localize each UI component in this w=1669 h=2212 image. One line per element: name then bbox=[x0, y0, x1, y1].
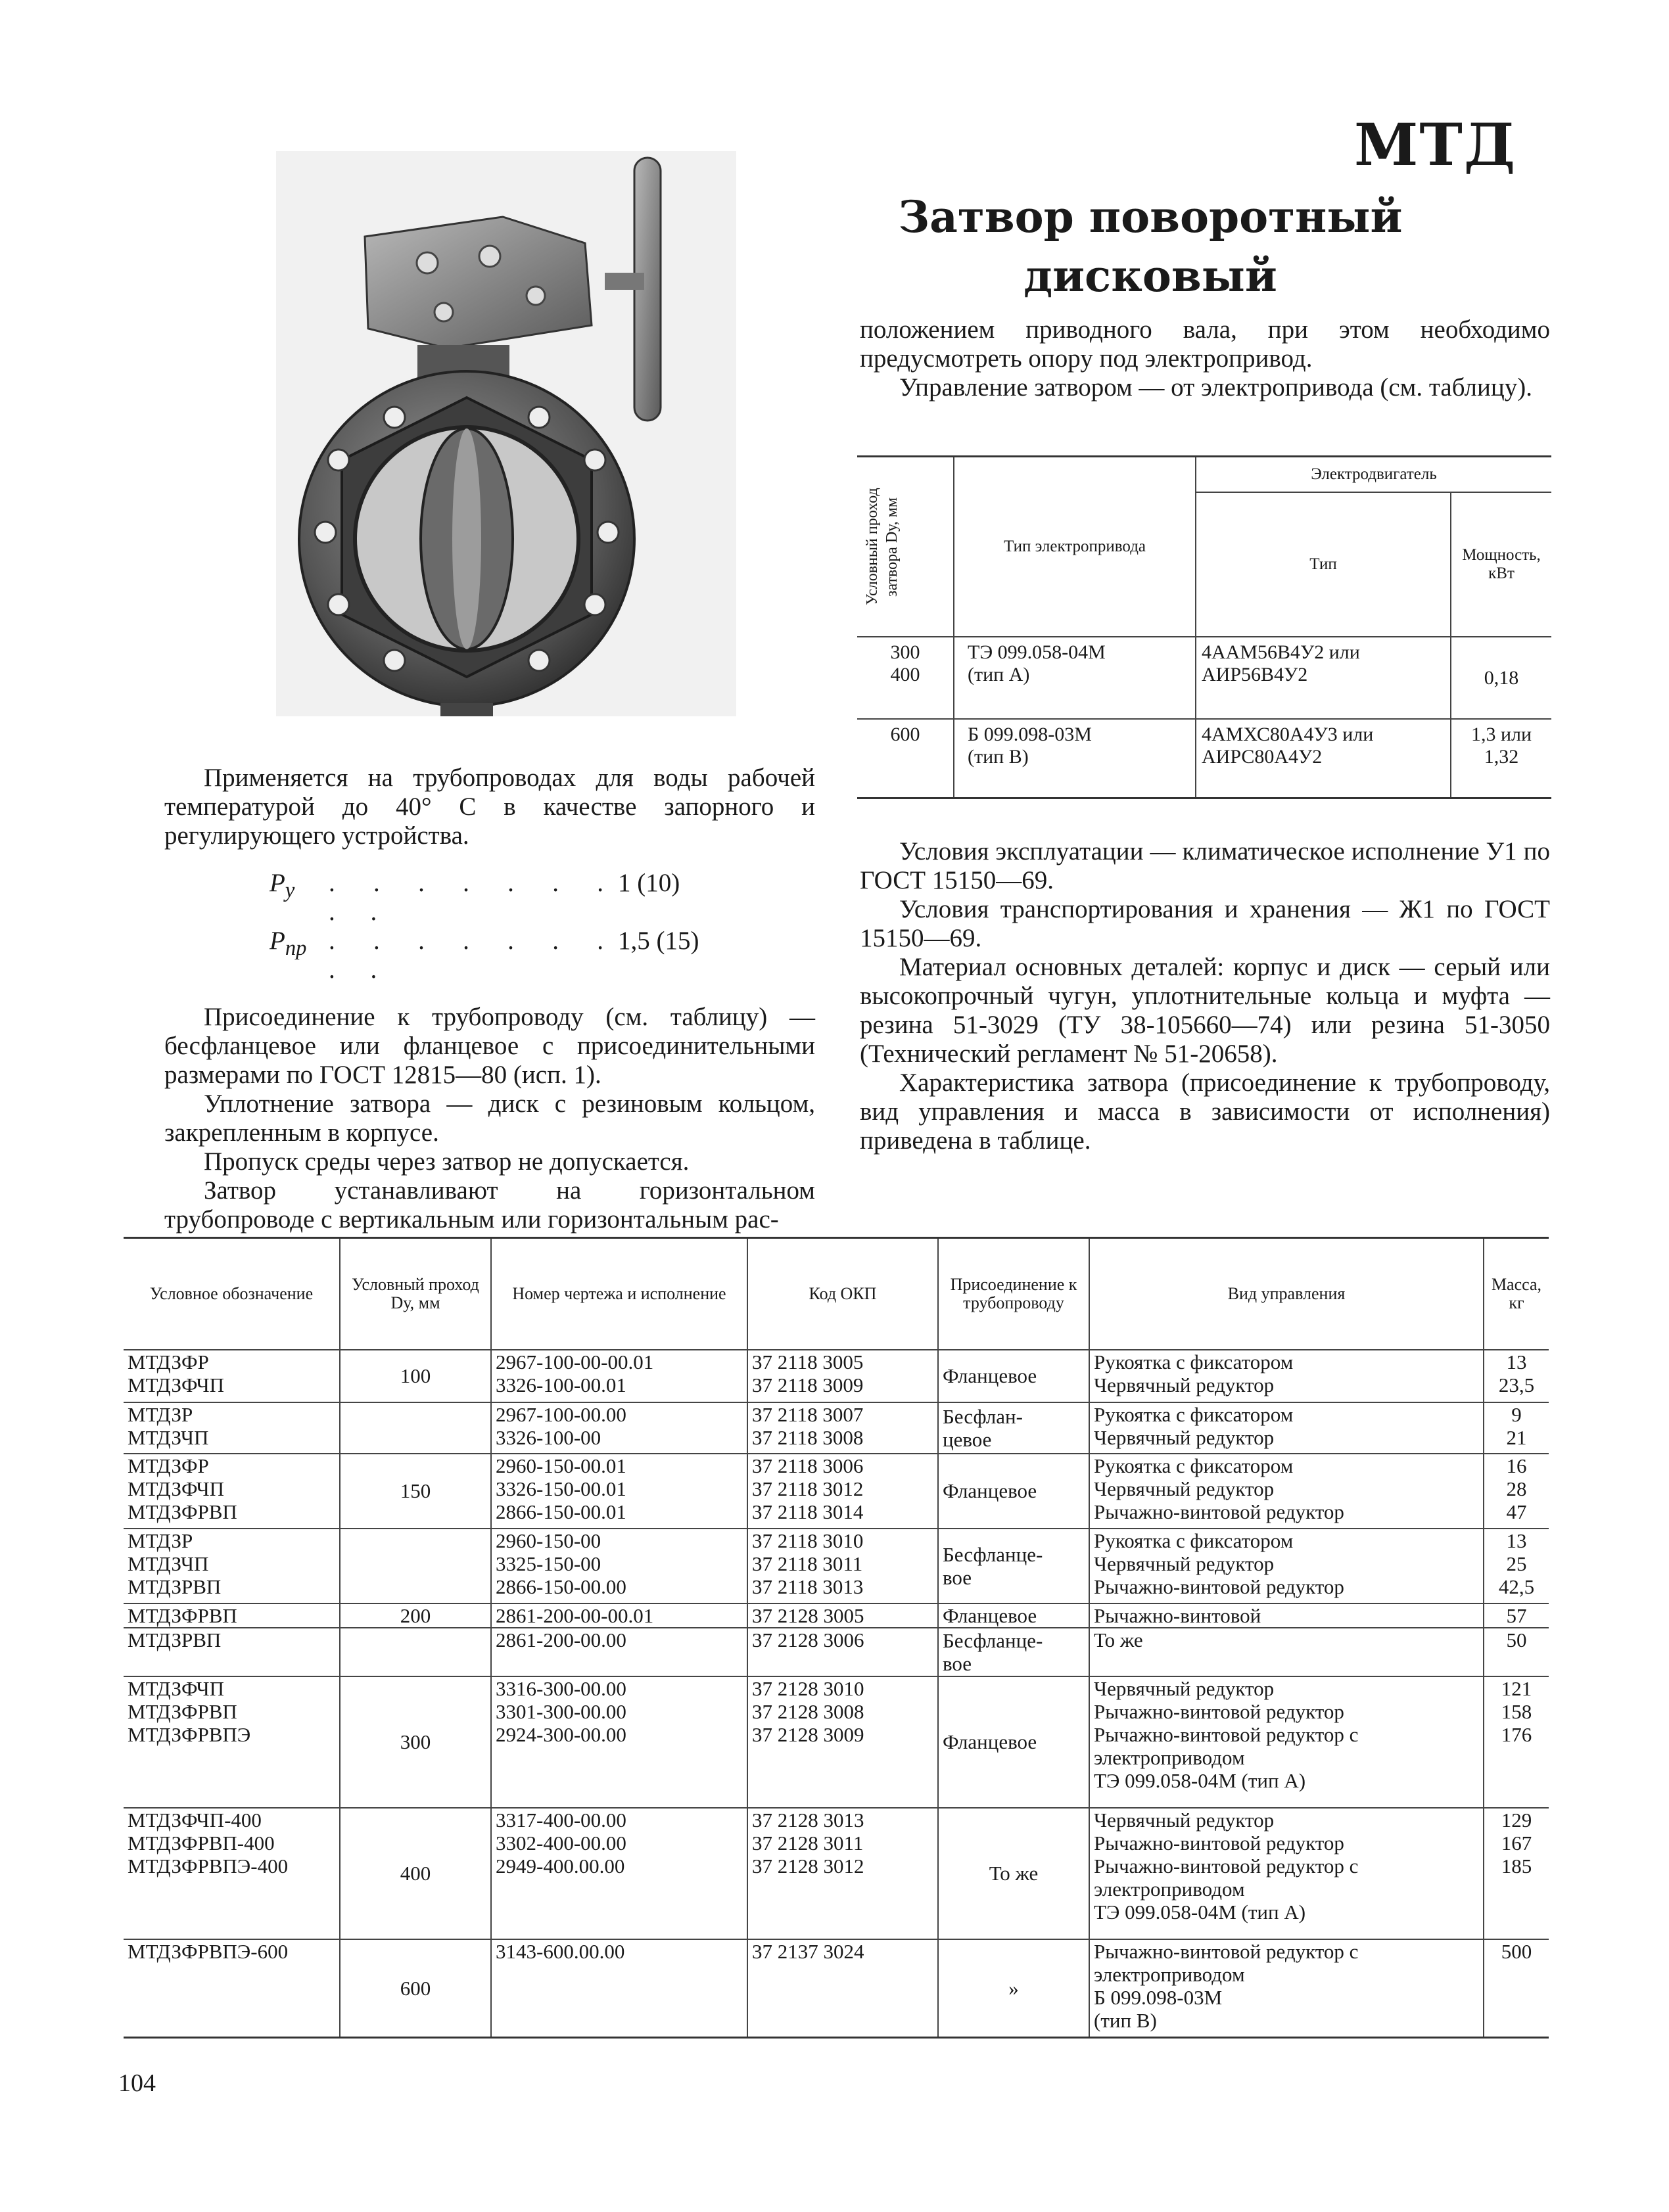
cell-control: Червячный редуктор Рычажно-винтовой редуктор Рычажно-винтовой редуктор с электроприводом ТЭ 099.058-04М (тип А) bbox=[1089, 1676, 1484, 1808]
drive-col-motor: Электродвигатель bbox=[1196, 457, 1551, 493]
left-paragraph-3: Уплотнение затвора — диск с резиновым кольцом, закрепленным в корпусе. bbox=[164, 1090, 815, 1147]
cell-dn bbox=[340, 1402, 491, 1454]
col-okp: Код ОКП bbox=[747, 1238, 938, 1350]
page-title bbox=[868, 187, 1433, 306]
cell-designation: МТДЗФЧП-400 МТДЗФРВП-400 МТДЗФРВПЭ-400 bbox=[124, 1808, 340, 1939]
cell-connection: Бесфланце- вое bbox=[938, 1628, 1089, 1676]
cell-mass: 13 23,5 bbox=[1484, 1350, 1549, 1402]
cell-control: Рычажно-винтовой bbox=[1089, 1603, 1484, 1628]
cell-okp: 37 2118 3005 37 2118 3009 bbox=[747, 1350, 938, 1402]
cell-mass: 13 25 42,5 bbox=[1484, 1529, 1549, 1603]
right-paragraph-6: Характеристика затвора (присоединение к трубопроводу, вид управления и масса в зависимости от исполнения) приведена в таблице. bbox=[860, 1069, 1550, 1155]
right-paragraph-5: Материал основных деталей: корпус и диск — серый или высокопрочный чугун, уплотнительные кольца и муфта — резина 51-3029 (ТУ 38-105660—74) или резина 51-3050 (Технический регламент № 51-20658). bbox=[860, 953, 1550, 1068]
cell-designation: МТДЗРВП bbox=[124, 1628, 340, 1676]
drive-table bbox=[857, 455, 1551, 799]
cell-designation: МТДЗФЧП МТДЗФРВП МТДЗФРВПЭ bbox=[124, 1676, 340, 1808]
cell-control: Рукоятка с фиксатором Червячный редуктор bbox=[1089, 1402, 1484, 1454]
cell-connection: » bbox=[938, 1939, 1089, 2038]
col-designation: Условное обозначение bbox=[124, 1238, 340, 1350]
cell-drawing: 2967-100-00.00 3326-100-00 bbox=[491, 1402, 747, 1454]
cell-drawing: 2960-150-00 3325-150-00 2866-150-00.00 bbox=[491, 1529, 747, 1603]
cell-okp: 37 2128 3005 bbox=[747, 1603, 938, 1628]
cell-okp: 37 2118 3010 37 2118 3011 37 2118 3013 bbox=[747, 1529, 938, 1603]
cell-dn: 100 bbox=[340, 1350, 491, 1402]
drive-col-dn: Условный проход затвора Dу, мм bbox=[864, 488, 901, 606]
cell-dn: 400 bbox=[340, 1808, 491, 1939]
cell-drawing: 2967-100-00-00.01 3326-100-00.01 bbox=[491, 1350, 747, 1402]
cell-control: То же bbox=[1089, 1628, 1484, 1676]
formula-ppr: $P_{пр}$ . . . . . . . . . 1,5 (15) bbox=[270, 927, 699, 984]
left-paragraph-1: Применяется на трубопроводах для воды рабочей температурой до 40° С в качестве запорного и регулирующего устройства. bbox=[164, 764, 815, 850]
cell-designation: МТДЗР МТДЗЧП bbox=[124, 1402, 340, 1454]
table-row bbox=[124, 1402, 1549, 1454]
cell-connection: То же bbox=[938, 1808, 1089, 1939]
col-control: Вид управления bbox=[1089, 1238, 1484, 1350]
cell-mass: 9 21 bbox=[1484, 1402, 1549, 1454]
cell-okp: 37 2128 3010 37 2128 3008 37 2128 3009 bbox=[747, 1676, 938, 1808]
left-paragraph-2: Присоединение к трубопроводу (см. таблицу) — бесфланцевое или фланцевое с присоединительными размерами по ГОСТ 12815—80 (исп. 1). bbox=[164, 1003, 815, 1089]
cell-okp: 37 2128 3006 bbox=[747, 1628, 938, 1676]
cell-mass: 121 158 176 bbox=[1484, 1676, 1549, 1808]
cell-designation: МТДЗФРВП bbox=[124, 1603, 340, 1628]
right-paragraph-1: положением приводного вала, при этом необходимо предусмотреть опору под электропривод. bbox=[860, 315, 1550, 373]
cell-drawing: 2861-200-00-00.01 bbox=[491, 1603, 747, 1628]
cell-connection: Фланцевое bbox=[938, 1603, 1089, 1628]
table-row bbox=[124, 1676, 1549, 1808]
right-paragraph-4: Условия транспортирования и хранения — Ж1 по ГОСТ 15150—69. bbox=[860, 895, 1550, 952]
cell-okp: 37 2118 3007 37 2118 3008 bbox=[747, 1402, 938, 1454]
valve-photo bbox=[276, 151, 736, 716]
formula-ppr-value: 1,5 (15) bbox=[618, 927, 699, 955]
table-row bbox=[124, 1939, 1549, 2038]
cell-okp: 37 2137 3024 bbox=[747, 1939, 938, 2038]
cell-designation: МТДЗФР МТДЗФЧП bbox=[124, 1350, 340, 1402]
cell-okp: 37 2118 3006 37 2118 3012 37 2118 3014 bbox=[747, 1454, 938, 1529]
cell-control: Рукоятка с фиксатором Червячный редуктор bbox=[1089, 1350, 1484, 1402]
right-column-bottom bbox=[860, 837, 1550, 1155]
col-dn: Условный проход Dу, мм bbox=[340, 1238, 491, 1350]
table-row bbox=[124, 1350, 1549, 1402]
characteristics-table bbox=[124, 1237, 1549, 2039]
cell-control: Рукоятка с фиксатором Червячный редуктор Рычажно-винтовой редуктор bbox=[1089, 1454, 1484, 1529]
cell-designation: МТДЗР МТДЗЧП МТДЗРВП bbox=[124, 1529, 340, 1603]
cell-drawing: 3317-400-00.00 3302-400-00.00 2949-400.00.00 bbox=[491, 1808, 747, 1939]
cell-connection: Фланцевое bbox=[938, 1454, 1089, 1529]
drive-row: 300 400 ТЭ 099.058-04М (тип А) 4ААМ56В4У2 или АИР56В4У2 0,18 bbox=[857, 637, 1551, 719]
cell-dn: 200 bbox=[340, 1603, 491, 1628]
cell-control: Рычажно-винтовой редуктор с электроприводом Б 099.098-03М (тип В) bbox=[1089, 1939, 1484, 2038]
drive-col-type: Тип электропривода bbox=[954, 457, 1196, 637]
cell-dn: 150 bbox=[340, 1454, 491, 1529]
series-code: МТД bbox=[1354, 110, 1517, 179]
cell-mass: 16 28 47 bbox=[1484, 1454, 1549, 1529]
cell-designation: МТДЗФР МТДЗФЧП МТДЗФРВП bbox=[124, 1454, 340, 1529]
cell-dn bbox=[340, 1529, 491, 1603]
cell-mass: 50 bbox=[1484, 1628, 1549, 1676]
table-row bbox=[124, 1603, 1549, 1628]
cell-mass: 57 bbox=[1484, 1603, 1549, 1628]
left-paragraph-5: Затвор устанавливают на горизонтальном трубопроводе с вертикальным или горизонтальным рас- bbox=[164, 1176, 815, 1233]
cell-mass: 129 167 185 bbox=[1484, 1808, 1549, 1939]
cell-mass: 500 bbox=[1484, 1939, 1549, 2038]
left-paragraph-4: Пропуск среды через затвор не допускается. bbox=[204, 1147, 690, 1176]
pressure-formulas bbox=[270, 869, 815, 984]
cell-dn: 600 bbox=[340, 1939, 491, 2038]
cell-connection: Фланцевое bbox=[938, 1350, 1089, 1402]
table-row bbox=[124, 1529, 1549, 1603]
col-connection: Присоединение к трубопроводу bbox=[938, 1238, 1089, 1350]
cell-connection: Бесфланце- вое bbox=[938, 1529, 1089, 1603]
left-column bbox=[164, 764, 815, 1234]
cell-drawing: 2861-200-00.00 bbox=[491, 1628, 747, 1676]
cell-control: Червячный редуктор Рычажно-винтовой редуктор Рычажно-винтовой редуктор с электроприводом ТЭ 099.058-04М (тип А) bbox=[1089, 1808, 1484, 1939]
drive-col-motor-type: Тип bbox=[1196, 492, 1451, 637]
formula-py: $P_у$ . . . . . . . . . 1 (10) bbox=[270, 869, 680, 926]
cell-connection: Бесфлан- цевое bbox=[938, 1402, 1089, 1454]
cell-control: Рукоятка с фиксатором Червячный редуктор Рычажно-винтовой редуктор bbox=[1089, 1529, 1484, 1603]
right-paragraph-2: Управление затвором — от электропривода (см. таблицу). bbox=[899, 373, 1533, 402]
col-mass: Масса, кг bbox=[1491, 1274, 1542, 1312]
col-drawing: Номер чертежа и исполнение bbox=[491, 1238, 747, 1350]
cell-drawing: 2960-150-00.01 3326-150-00.01 2866-150-00.01 bbox=[491, 1454, 747, 1529]
right-column-top bbox=[860, 315, 1550, 402]
cell-okp: 37 2128 3013 37 2128 3011 37 2128 3012 bbox=[747, 1808, 938, 1939]
cell-drawing: 3143-600.00.00 bbox=[491, 1939, 747, 2038]
title-line-1: Затвор поворотный bbox=[898, 191, 1403, 242]
cell-dn: 300 bbox=[340, 1676, 491, 1808]
table-row bbox=[124, 1628, 1549, 1676]
right-paragraph-3: Условия эксплуатации — климатическое исполнение У1 по ГОСТ 15150—69. bbox=[860, 837, 1550, 894]
cell-connection: Фланцевое bbox=[938, 1676, 1089, 1808]
drive-col-power: Мощность, кВт bbox=[1451, 492, 1551, 637]
table-row bbox=[124, 1808, 1549, 1939]
table-row bbox=[124, 1454, 1549, 1529]
cell-dn bbox=[340, 1628, 491, 1676]
cell-designation: МТДЗФРВПЭ-600 bbox=[124, 1939, 340, 2038]
formula-py-value: 1 (10) bbox=[618, 869, 680, 897]
page-number: 104 bbox=[118, 2069, 156, 2097]
title-line-2: дисковый bbox=[1023, 250, 1277, 302]
cell-drawing: 3316-300-00.00 3301-300-00.00 2924-300-00.00 bbox=[491, 1676, 747, 1808]
drive-row: 600 Б 099.098-03М (тип В) 4АМХС80А4У3 или АИРС80А4У2 1,3 или 1,32 bbox=[857, 719, 1551, 798]
